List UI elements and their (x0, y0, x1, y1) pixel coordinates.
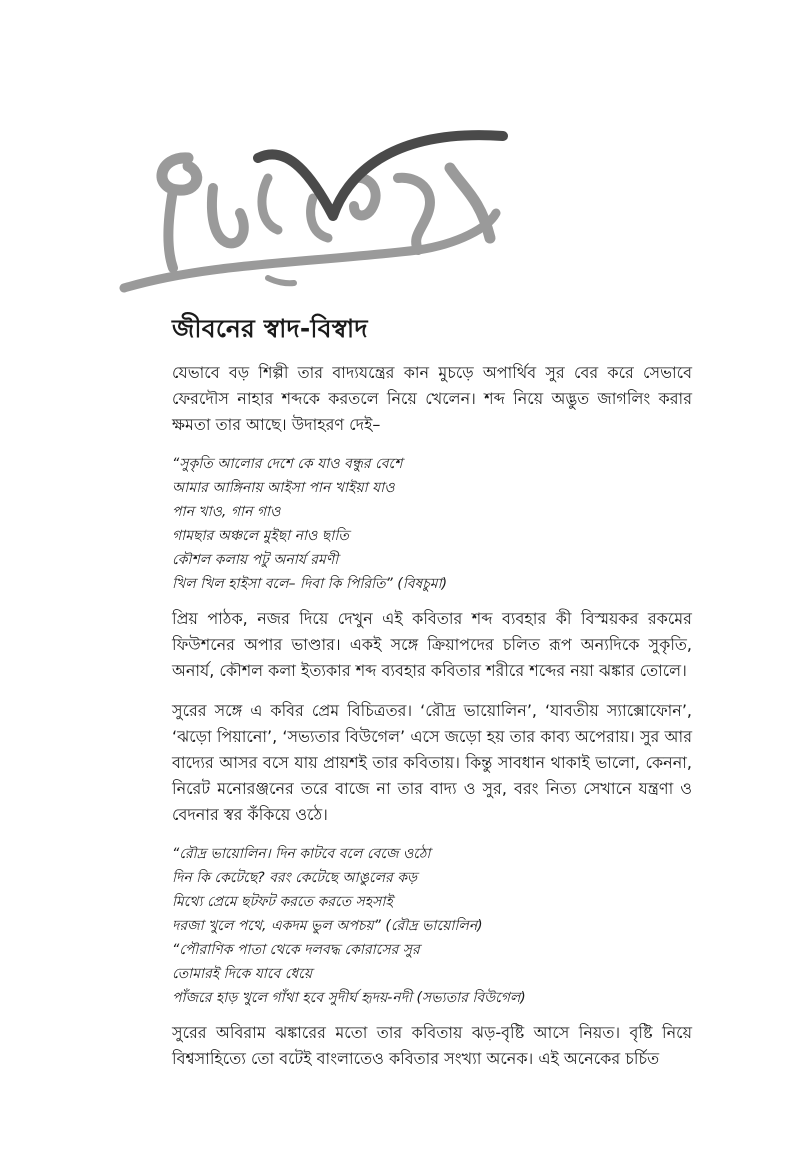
verse-line: গামছার অঞ্চলে মুইছা নাও ছাতি (172, 528, 349, 544)
verse-line: খিল খিল হাইসা বলে– দিবা কি পিরিতি” (বিষচুমা) (172, 576, 448, 592)
verse-line: আমার আঙ্গিনায় আইসা পান খাইয়া যাও (172, 480, 395, 496)
verse-line: দিন কি কেটেছে? বরং কেটেছে আঙুলের কড় (172, 870, 417, 886)
verse-block-2 (172, 842, 692, 1010)
paragraph-rain: সুরের অবিরাম ঝঙ্কারের মতো তার কবিতায় ঝড়-বৃষ্টি আসে নিয়ত। বৃষ্টি নিয়ে বিশ্বসাহিত্যে তো বটেই বাংলাতেও কবিতার সংখ্যা অনেক। এই অনেকের চর্চিত (172, 1023, 692, 1068)
verse-line: “সুকৃতি আলোর দেশে কে যাও বন্ধুর বেশে (172, 456, 403, 472)
verse-line: “রৌদ্র ভায়োলিন। দিন কাটবে বলে বেজে ওঠো (172, 846, 431, 862)
verse-line: দরজা খুলে পথে, একদম ভুল অপচয়” (রৌদ্র ভায়োলিন) (172, 918, 483, 934)
calligraphic-title-logo (118, 118, 518, 298)
verse-line: “পৌরাণিক পাতা থেকে দলবদ্ধ কোরাসের সুর (172, 942, 420, 958)
verse-block-1 (172, 452, 692, 596)
verse-line: পাঁজরে হাড় খুলে গাঁথা হবে সুদীর্ঘ হৃদয়-নদী (সভ্যতার বিউগেল) (172, 990, 526, 1006)
paragraph-intro: যেভাবে বড় শিল্পী তার বাদ্যযন্ত্রের কান মুচড়ে অপার্থিব সুর বের করে সেভাবে ফেরদৌস নাহার শব্দকে করতলে নিয়ে খেলেন। শব্দ নিয়ে অদ্ভুত জাগলিং করার ক্ষমতা তার আছে। উদাহরণ দেই– (172, 363, 692, 434)
verse-line: কৌশল কলায় পটু অনার্য রমণী (172, 552, 339, 568)
verse-line: মিথ্যে প্রেমে ছটফট করতে করতে সহসাই (172, 894, 393, 910)
article-heading: জীবনের স্বাদ-বিস্বাদ (172, 314, 368, 343)
verse-line: তোমারই দিকে যাবে ধেয়ে (172, 966, 313, 982)
article-content (172, 312, 692, 1072)
verse-line: পান খাও, গান গাও (172, 504, 281, 520)
paragraph-music: সুরের সঙ্গে এ কবির প্রেম বিচিত্রতর। ‘রৌদ্র ভায়োলিন’, ‘যাবতীয় স্যাক্সোফোন’, ‘ঝড়ো পিয়ানো’, ‘সভ্যতার বিউগেল’ এসে জড়ো হয় তার কাব্য অপেরায়। সুর আর বাদ্যের আসর বসে যায় প্রায়শই তার কবিতায়। কিন্তু সাবধান থাকাই ভালো, কেননা, নিরেট মনোরঞ্জনের তরে বাজে না তার বাদ্য ও সুর, বরং নিত্য সেখানে যন্ত্রণা ও বেদনার স্বর কঁকিয়ে ওঠে। (172, 701, 692, 824)
paragraph-fusion: প্রিয় পাঠক, নজর দিয়ে দেখুন এই কবিতার শব্দ ব্যবহার কী বিস্ময়কর রকমের ফিউশনের অপার ভাণ্ডার। একই সঙ্গে ক্রিয়াপদের চলিত রূপ অন্যদিকে সুকৃতি, অনার্য, কৌশল কলা ইত্যকার শব্দ ব্যবহার কবিতার শরীরে শব্দের নয়া ঝঙ্কার তোলে। (172, 609, 692, 680)
